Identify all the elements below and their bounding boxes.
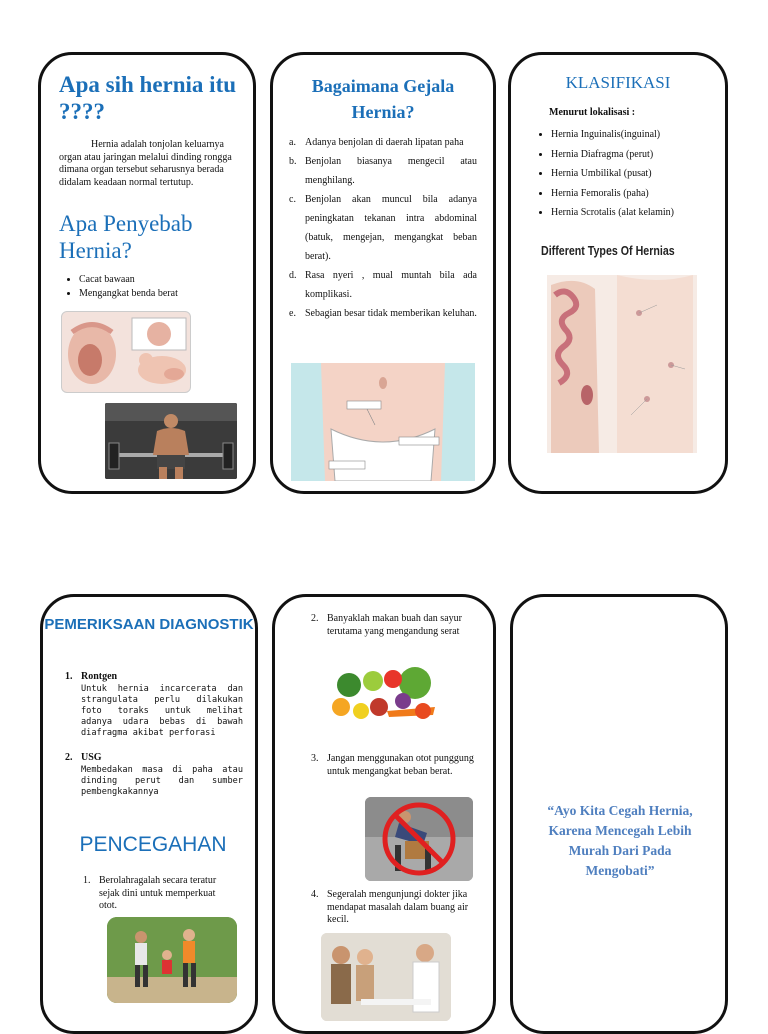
- exam-item-usg: 2. USG Membedakan masa di paha atau dinding perut dan sumber pembengkakannya: [65, 752, 243, 797]
- classification-item: • Hernia Umbilikal (pusat): [551, 164, 728, 184]
- jogging-image: [107, 917, 237, 1003]
- classification-item: • Hernia Scrotalis (alat kelamin): [551, 203, 728, 223]
- symptom-item: c. Benjolan akan muncul bila adanya peningkatan tekanan intra abdominal (batuk, mengejan, mengangkat beban berat).: [289, 194, 477, 262]
- panel1-title: Apa sih hernia itu ????: [59, 72, 237, 124]
- classification-list: [533, 125, 728, 223]
- hernia-anatomy-image: [61, 311, 191, 393]
- exam-description: Untuk hernia incarcerata dan strangulata perlu dilakukan foto toraks untuk melihat adanya udara bebas di bawah diafragma akibat perforasi: [81, 683, 243, 738]
- symptoms-title: Bagaimana Gejala Hernia?: [311, 76, 455, 122]
- exam-description: Membedakan masa di paha atau dinding perut dan sumber pembengkakannya: [81, 764, 243, 797]
- panel1-intro: Hernia adalah tonjolan keluarnya organ atau jaringan melalui dinding rongga dimana organ tersebut seharusnya berada didalam keadaan normal tertutup.: [59, 139, 232, 188]
- cause-item: • Mengangkat benda berat: [79, 287, 256, 301]
- prevention-item: 4. Segeralah mengunjungi dokter jika mendapat masalah dalam buang air kecil.: [311, 889, 469, 925]
- no-heavy-lifting-image: [365, 797, 473, 881]
- symptom-list: [289, 133, 477, 323]
- fruit-vegetable-image: [323, 645, 443, 733]
- cause-title: Apa Penyebab Hernia?: [59, 211, 193, 263]
- panel-classification: [508, 52, 728, 494]
- classification-title: KLASIFIKASI: [565, 73, 671, 92]
- symptom-item: e. Sebagian besar tidak memberikan keluhan.: [289, 308, 477, 319]
- inguinal-hernia-image: [291, 363, 475, 481]
- weightlifter-image: [105, 403, 237, 479]
- hernia-types-image-caption: Different Types Of Hernias: [541, 243, 675, 258]
- classification-item: • Hernia Femoralis (paha): [551, 184, 728, 204]
- panel-diagnostic: [40, 594, 258, 1034]
- prevention-item: 3. Jangan menggunakan otot punggung untuk mengangkat beban berat.: [311, 753, 474, 777]
- slogan-quote: “Ayo Kita Cegah Hernia, Karena Mencegah Lebih Murah Dari Pada Mengobati”: [547, 803, 693, 878]
- prevention-item: 1. Berolahragalah secara teratur sejak dini untuk memperkuat otot.: [83, 875, 217, 911]
- diagnostic-title: PEMERIKSAAN DIAGNOSTIK: [44, 616, 254, 633]
- classification-item: • Hernia Diafragma (perut): [551, 145, 728, 165]
- symptom-item: d. Rasa nyeri , mual muntah bila ada komplikasi.: [289, 270, 477, 300]
- hernia-types-image: [547, 275, 697, 453]
- panel-slogan: [510, 594, 728, 1034]
- exam-item-rontgen: 1. Rontgen Untuk hernia incarcerata dan strangulata perlu dilakukan foto toraks untuk melihat adanya udara bebas di bawah diafragma akibat perforasi: [65, 671, 243, 738]
- symptom-item: b. Benjolan biasanya mengecil atau menghilang.: [289, 156, 477, 186]
- symptom-item: a. Adanya benjolan di daerah lipatan paha: [289, 137, 464, 148]
- prevention-item: 2. Banyaklah makan buah dan sayur terutama yang mengandung serat: [311, 613, 462, 637]
- classification-item: • Hernia Inguinalis(inguinal): [551, 125, 728, 145]
- prevention-title: PENCEGAHAN: [79, 833, 227, 856]
- panel-prevention-continued: [272, 594, 496, 1034]
- doctor-consultation-image: [321, 933, 451, 1021]
- panel-what-is-hernia: [38, 52, 256, 494]
- panel-symptoms: [270, 52, 496, 494]
- cause-list: [61, 273, 256, 301]
- cause-item: • Cacat bawaan: [79, 273, 256, 287]
- classification-subtitle: Menurut lokalisasi :: [549, 107, 636, 118]
